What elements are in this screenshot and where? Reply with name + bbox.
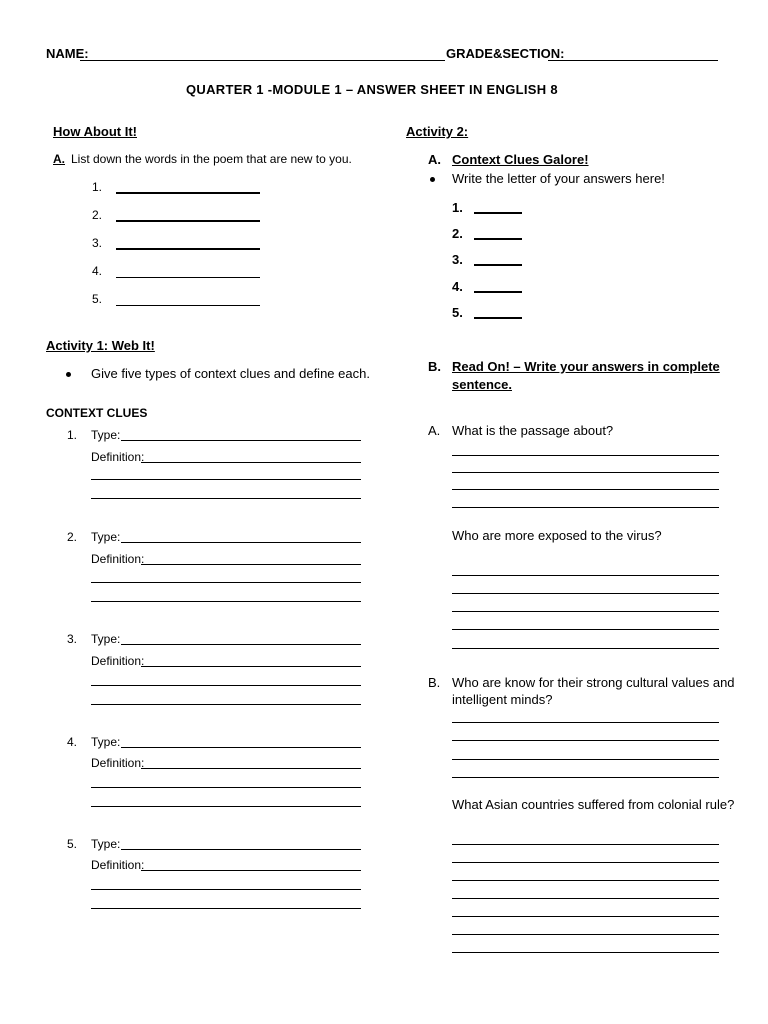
letter-answer-line[interactable] xyxy=(474,238,522,240)
context-clues-galore-title: Context Clues Galore! xyxy=(452,152,589,167)
type-answer-line[interactable] xyxy=(121,849,361,850)
definition-answer-line[interactable] xyxy=(91,498,361,499)
definition-label: Definition: xyxy=(91,654,145,668)
question-text: Who are more exposed to the virus? xyxy=(452,528,662,543)
activity-2-heading: Activity 2: xyxy=(406,124,469,139)
word-answer-line[interactable] xyxy=(116,305,260,306)
context-clue-number: 1. xyxy=(67,428,78,442)
list-item-number: 3. xyxy=(92,236,103,250)
grade-section-label: GRADE&SECTION: xyxy=(446,46,565,61)
word-answer-line[interactable] xyxy=(116,277,260,278)
list-item-number: 1. xyxy=(452,200,463,215)
name-field[interactable] xyxy=(80,60,445,61)
list-item-number: 2. xyxy=(452,226,463,241)
definition-answer-line[interactable] xyxy=(91,582,361,583)
answer-line[interactable] xyxy=(452,455,719,456)
letter-answer-line[interactable] xyxy=(474,264,522,266)
context-clue-number: 5. xyxy=(67,837,78,851)
answer-line[interactable] xyxy=(452,611,719,612)
bullet-icon xyxy=(430,177,435,182)
read-on-title-continued: sentence. xyxy=(452,377,512,392)
definition-answer-line[interactable] xyxy=(141,768,361,769)
context-clues-heading: CONTEXT CLUES xyxy=(46,406,148,420)
letter-answer-line[interactable] xyxy=(474,291,522,293)
answer-line[interactable] xyxy=(452,934,719,935)
list-item-number: 2. xyxy=(92,208,103,222)
context-clue-number: 4. xyxy=(67,735,78,749)
definition-answer-line[interactable] xyxy=(91,704,361,705)
word-answer-line[interactable] xyxy=(116,220,260,222)
section-a-letter: A. xyxy=(53,152,65,166)
list-item-number: 4. xyxy=(92,264,103,278)
letter-answer-line[interactable] xyxy=(474,212,522,214)
list-item-number: 1. xyxy=(92,180,103,194)
word-answer-line[interactable] xyxy=(116,248,260,250)
definition-answer-line[interactable] xyxy=(91,908,361,909)
definition-answer-line[interactable] xyxy=(91,889,361,890)
question-text: What is the passage about? xyxy=(452,423,614,438)
answer-line[interactable] xyxy=(452,507,719,508)
list-item-number: 4. xyxy=(452,279,463,294)
new-words-instruction: List down the words in the poem that are new to you. xyxy=(71,152,352,166)
type-answer-line[interactable] xyxy=(121,644,361,645)
type-label: Type: xyxy=(91,530,121,544)
name-label: NAME: xyxy=(46,46,89,61)
answer-line[interactable] xyxy=(452,489,719,490)
definition-answer-line[interactable] xyxy=(91,601,361,602)
type-label: Type: xyxy=(91,632,121,646)
question-text: Who are know for their strong cultural values and xyxy=(452,675,735,690)
activity-2-instruction: Write the letter of your answers here! xyxy=(452,171,665,186)
grade-section-field[interactable] xyxy=(548,60,718,61)
type-label: Type: xyxy=(91,735,121,749)
question-letter: A. xyxy=(428,423,441,438)
answer-line[interactable] xyxy=(452,472,719,473)
word-answer-line[interactable] xyxy=(116,192,260,194)
answer-line[interactable] xyxy=(452,952,719,953)
answer-line[interactable] xyxy=(452,916,719,917)
answer-line[interactable] xyxy=(452,722,719,723)
letter-answer-line[interactable] xyxy=(474,317,522,319)
question-text-continued: intelligent minds? xyxy=(452,692,553,707)
activity-1-heading: Activity 1: Web It! xyxy=(46,338,155,353)
how-about-it-heading: How About It! xyxy=(53,124,137,139)
context-clue-number: 2. xyxy=(67,530,78,544)
answer-line[interactable] xyxy=(452,648,719,649)
answer-line[interactable] xyxy=(452,898,719,899)
activity-1-instruction: Give five types of context clues and define each. xyxy=(91,366,370,381)
bullet-icon xyxy=(66,372,71,377)
definition-answer-line[interactable] xyxy=(91,787,361,788)
definition-answer-line[interactable] xyxy=(91,806,361,807)
section-b-letter: B. xyxy=(428,359,441,374)
definition-label: Definition: xyxy=(91,552,145,566)
answer-line[interactable] xyxy=(452,844,719,845)
answer-line[interactable] xyxy=(452,593,719,594)
read-on-title: Read On! – Write your answers in complete xyxy=(452,359,720,374)
list-item-number: 3. xyxy=(452,252,463,267)
definition-answer-line[interactable] xyxy=(91,479,361,480)
page-title: QUARTER 1 -MODULE 1 – ANSWER SHEET IN ENGLISH 8 xyxy=(186,82,558,97)
answer-line[interactable] xyxy=(452,629,719,630)
answer-line[interactable] xyxy=(452,575,719,576)
answer-line[interactable] xyxy=(452,759,719,760)
definition-answer-line[interactable] xyxy=(141,666,361,667)
answer-line[interactable] xyxy=(452,862,719,863)
definition-answer-line[interactable] xyxy=(141,870,361,871)
answer-line[interactable] xyxy=(452,880,719,881)
question-letter: B. xyxy=(428,675,441,690)
type-answer-line[interactable] xyxy=(121,542,361,543)
definition-label: Definition: xyxy=(91,858,145,872)
answer-line[interactable] xyxy=(452,740,719,741)
list-item-number: 5. xyxy=(92,292,103,306)
type-answer-line[interactable] xyxy=(121,440,361,441)
question-text: What Asian countries suffered from colonial rule? xyxy=(452,797,735,812)
type-answer-line[interactable] xyxy=(121,747,361,748)
definition-label: Definition: xyxy=(91,756,145,770)
type-label: Type: xyxy=(91,428,121,442)
type-label: Type: xyxy=(91,837,121,851)
list-item-number: 5. xyxy=(452,305,463,320)
definition-answer-line[interactable] xyxy=(141,462,361,463)
definition-answer-line[interactable] xyxy=(91,685,361,686)
context-clue-number: 3. xyxy=(67,632,78,646)
definition-answer-line[interactable] xyxy=(141,564,361,565)
definition-label: Definition: xyxy=(91,450,145,464)
answer-line[interactable] xyxy=(452,777,719,778)
section-a-letter: A. xyxy=(428,152,441,167)
